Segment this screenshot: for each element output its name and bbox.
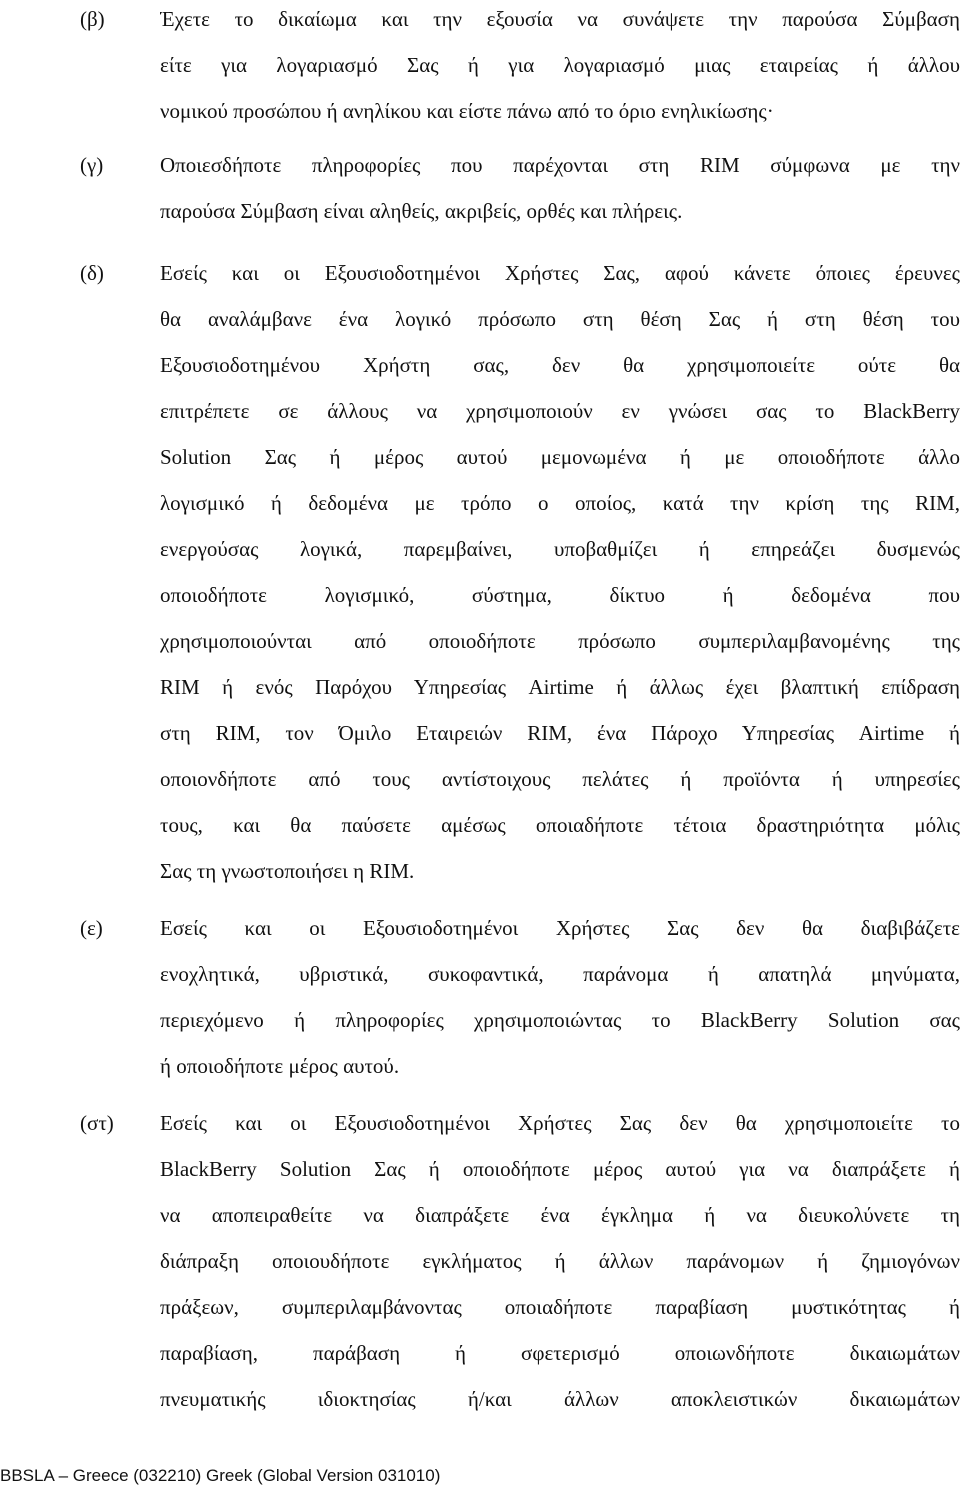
text-line: ενεργούσας λογικά, παρεμβαίνει, υποβαθμίζει ή επηρεάζει δυσμενώς xyxy=(160,537,960,561)
clause-text xyxy=(160,142,960,234)
text-line: Οποιεσδήποτε πληροφορίες που παρέχονται στη RIM σύμφωνα με την xyxy=(160,153,960,177)
text-line: οποιοδήποτε λογισμικό, σύστημα, δίκτυο ή δεδομένα που xyxy=(160,583,960,607)
text-line: περιεχόμενο ή πληροφορίες χρησιμοποιώντας το BlackBerry Solution σας xyxy=(160,1008,960,1032)
clause-text xyxy=(160,250,960,894)
clause-label: (ε) xyxy=(80,916,103,940)
text-line: ενοχλητικά, υβριστικά, συκοφαντικά, παράνομα ή απατηλά μηνύματα, xyxy=(160,962,960,986)
text-line: τους, και θα παύσετε αμέσως οποιαδήποτε τέτοια δραστηριότητα μόλις xyxy=(160,813,960,837)
text-line: RIM ή ενός Παρόχου Υπηρεσίας Airtime ή άλλως έχει βλαπτική επίδραση xyxy=(160,675,960,699)
text-line: οποιονδήποτε από τους αντίστοιχους πελάτες ή προϊόντα ή υπηρεσίες xyxy=(160,767,960,791)
text-line: Σας τη γνωστοποιήσει η RIM. xyxy=(160,859,415,883)
text-line: διάπραξη οποιουδήποτε εγκλήματος ή άλλων παράνομων ή ζημιογόνων xyxy=(160,1249,960,1273)
text-line: BlackBerry Solution Σας ή οποιοδήποτε μέρος αυτού για να διαπράξετε ή xyxy=(160,1157,960,1181)
clause-text xyxy=(160,905,960,1089)
page-footer: BBSLA – Greece (032210) Greek (Global Version 031010) xyxy=(0,1466,441,1485)
clause-label: (β) xyxy=(80,7,105,31)
text-line: ή οποιοδήποτε μέρος αυτού. xyxy=(160,1054,400,1078)
text-line: λογισμικό ή δεδομένα με τρόπο ο οποίος, κατά την κρίση της RIM, xyxy=(160,491,960,515)
text-line: Εσείς και οι Εξουσιοδοτημένοι Χρήστες Σας δεν θα διαβιβάζετε xyxy=(160,916,960,940)
text-line: Solution Σας ή μέρος αυτού μεμονωμένα ή με οποιοδήποτε άλλο xyxy=(160,445,960,469)
clause-label: (γ) xyxy=(80,153,104,177)
text-line: Εξουσιοδοτημένου Χρήστη σας, δεν θα χρησιμοποιείτε ούτε θα xyxy=(160,353,960,377)
text-line: χρησιμοποιούνται από οποιοδήποτε πρόσωπο συμπεριλαμβανομένης της xyxy=(160,629,960,653)
clause-label: (δ) xyxy=(80,261,104,285)
text-line: νομικού προσώπου ή ανηλίκου και είστε πάνω από το όριο ενηλικίωσης· xyxy=(160,99,774,123)
clause-label: (στ) xyxy=(80,1111,114,1135)
text-line: επιτρέπετε σε άλλους να χρησιμοποιούν εν γνώσει σας το BlackBerry xyxy=(160,399,960,423)
text-line: παρούσα Σύμβαση είναι αληθείς, ακριβείς, ορθές και πλήρεις. xyxy=(160,199,683,223)
text-line: πράξεων, συμπεριλαμβάνοντας οποιαδήποτε παραβίαση μυστικότητας ή xyxy=(160,1295,960,1319)
clause-text xyxy=(160,0,960,134)
text-line: παραβίαση, παράβαση ή σφετερισμό οποιωνδήποτε δικαιωμάτων xyxy=(160,1341,960,1365)
text-line: πνευματικής ιδιοκτησίας ή/και άλλων αποκλειστικών δικαιωμάτων xyxy=(160,1387,960,1411)
clause-text xyxy=(160,1100,960,1422)
text-line: θα αναλάμβανε ένα λογικό πρόσωπο στη θέση Σας ή στη θέση του xyxy=(160,307,960,331)
text-line: στη RIM, τον Όμιλο Εταιρειών RIM, ένα Πάροχο Υπηρεσίας Airtime ή xyxy=(160,721,960,745)
text-line: Έχετε το δικαίωμα και την εξουσία να συνάψετε την παρούσα Σύμβαση xyxy=(160,7,960,31)
text-line: Εσείς και οι Εξουσιοδοτημένοι Χρήστες Σας, αφού κάνετε όποιες έρευνες xyxy=(160,261,960,285)
text-line: να αποπειραθείτε να διαπράξετε ένα έγκλημα ή να διευκολύνετε τη xyxy=(160,1203,960,1227)
text-line: είτε για λογαριασμό Σας ή για λογαριασμό μιας εταιρείας ή άλλου xyxy=(160,53,960,77)
text-line: Εσείς και οι Εξουσιοδοτημένοι Χρήστες Σας δεν θα χρησιμοποιείτε το xyxy=(160,1111,960,1135)
